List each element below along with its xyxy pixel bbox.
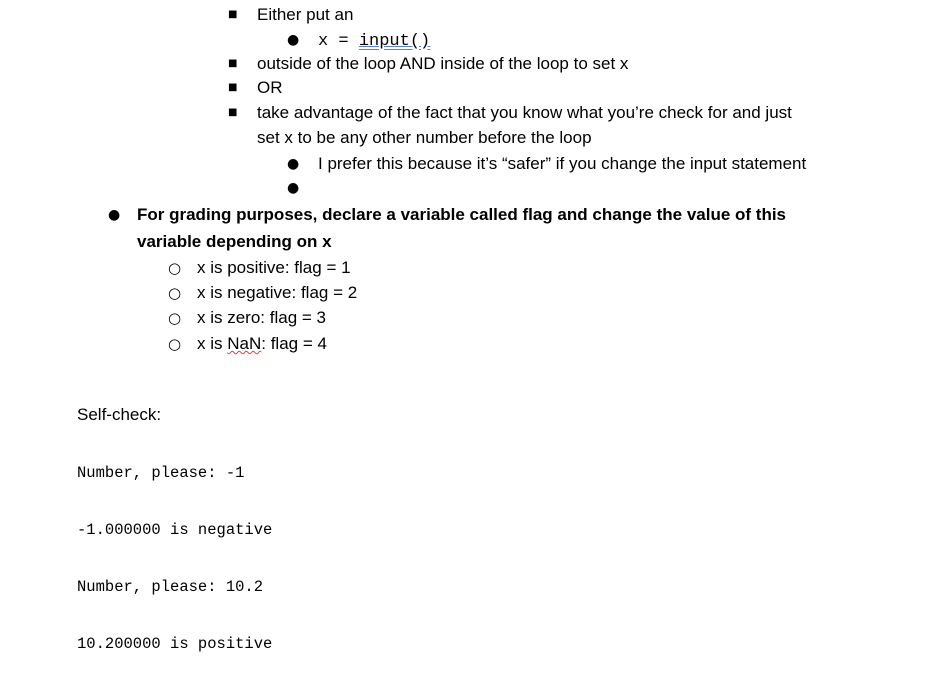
dot-bullet-icon: ●	[287, 32, 300, 48]
square-bullet-icon: ■	[228, 82, 238, 93]
grading-text-line1: For grading purposes, declare a variable called flag and change the value of this	[137, 205, 787, 224]
grading-text-line2: variable depending on x	[137, 232, 332, 251]
selfcheck-label: Self-check:	[77, 405, 162, 424]
circle-bullet-icon: ○	[168, 309, 182, 327]
prefer-text: I prefer this because it’s “safer” if you change the input statement	[318, 154, 807, 173]
square-bullet-icon: ■	[228, 107, 238, 118]
output-line: 10.200000 is positive	[77, 635, 273, 653]
advantage-text-line1: take advantage of the fact that you know what you’re check for and just	[257, 103, 792, 122]
dot-bullet-icon: ●	[108, 207, 121, 223]
circle-bullet-icon: ○	[168, 335, 182, 353]
outside-inside-text: outside of the loop AND inside of the loop to set x	[257, 54, 629, 73]
output-line: Number, please: -1	[77, 464, 245, 482]
output-line: Number, please: 10.2	[77, 578, 264, 596]
dot-bullet-icon: ●	[287, 156, 300, 172]
code-assign-text: x =	[318, 32, 359, 51]
dot-bullet-icon: ●	[287, 180, 300, 196]
code-line	[318, 28, 430, 54]
flag-item-zero: x is zero: flag = 3	[197, 308, 326, 327]
circle-bullet-icon: ○	[168, 284, 182, 302]
square-bullet-icon: ■	[228, 58, 238, 69]
flag-nan-prefix: x is	[197, 334, 228, 353]
or-text: OR	[257, 78, 283, 97]
selfcheck-output	[77, 426, 272, 692]
code-input-call: input()	[358, 32, 431, 51]
advantage-text-line2: set x to be any other number before the loop	[257, 128, 592, 147]
circle-bullet-icon: ○	[168, 259, 182, 277]
flag-item-positive: x is positive: flag = 1	[197, 258, 351, 277]
flag-item-nan	[197, 332, 327, 356]
flag-item-negative: x is negative: flag = 2	[197, 283, 358, 302]
output-line: -1.000000 is negative	[77, 521, 273, 539]
flag-nan-suffix: : flag = 4	[261, 334, 327, 353]
either-put-text: Either put an	[257, 5, 354, 24]
square-bullet-icon: ■	[228, 9, 238, 20]
flag-nan-word: NaN	[227, 334, 262, 353]
